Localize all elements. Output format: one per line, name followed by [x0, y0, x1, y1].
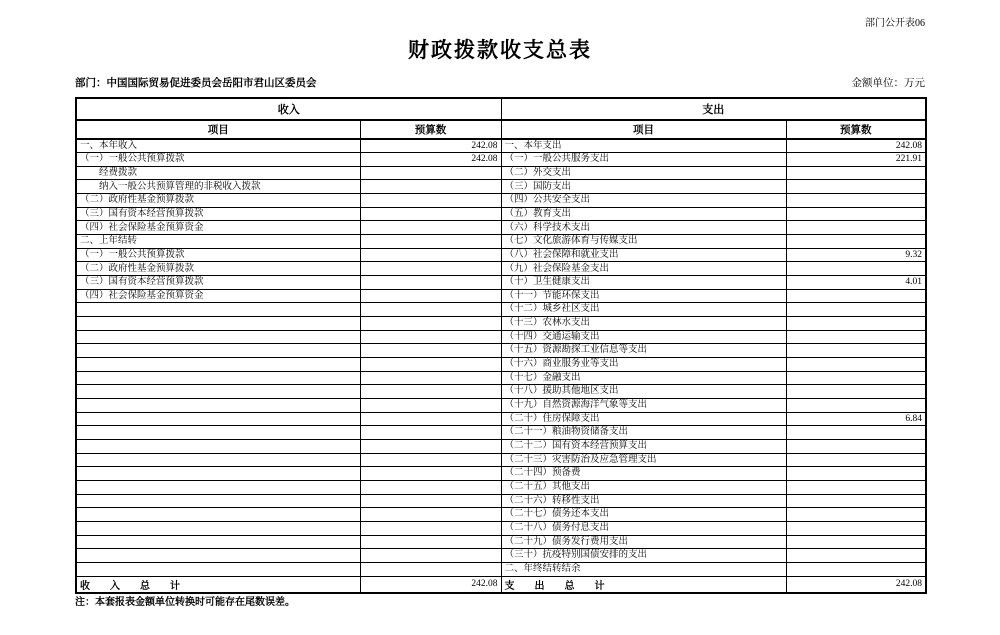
income-value-cell	[360, 412, 501, 426]
income-item-cell	[76, 412, 360, 426]
expense-value-cell	[786, 480, 926, 494]
income-value-cell	[360, 221, 501, 235]
expense-value-cell	[786, 262, 926, 276]
expense-value-cell: 4.01	[786, 276, 926, 290]
income-item-cell	[76, 549, 360, 563]
income-value-cell	[360, 453, 501, 467]
income-value-cell	[360, 194, 501, 208]
table-row	[76, 194, 926, 208]
income-item-cell: 二、上年结转	[76, 235, 360, 249]
expense-value-cell	[786, 398, 926, 412]
expense-value-cell	[786, 330, 926, 344]
expense-item-cell: （一）一般公共服务支出	[501, 153, 786, 167]
expense-value-cell	[786, 439, 926, 453]
meta-row	[75, 75, 925, 90]
income-value-cell: 242.08	[360, 153, 501, 167]
income-item-cell	[76, 494, 360, 508]
total-row	[76, 576, 926, 593]
expense-value-cell: 242.08	[786, 139, 926, 153]
table-row	[76, 330, 926, 344]
table-row	[76, 221, 926, 235]
expense-item-cell: （二十五）其他支出	[501, 480, 786, 494]
expense-item-cell: （二十九）债务发行费用支出	[501, 535, 786, 549]
table-row	[76, 494, 926, 508]
expense-value-cell	[786, 194, 926, 208]
expense-item-cell: （二十三）灾害防治及应急管理支出	[501, 453, 786, 467]
expense-value-cell	[786, 358, 926, 372]
expense-item-cell: （二十）住房保障支出	[501, 412, 786, 426]
income-value-cell	[360, 562, 501, 576]
expense-value-cell: 6.84	[786, 412, 926, 426]
income-item-cell: （四）社会保险基金预算资金	[76, 289, 360, 303]
expense-item-cell: （十七）金融支出	[501, 371, 786, 385]
expense-value-cell	[786, 371, 926, 385]
expense-item-cell: （十二）城乡社区支出	[501, 303, 786, 317]
income-value-cell	[360, 330, 501, 344]
column-header-row	[76, 120, 926, 139]
department-label: 部门：中国国际贸易促进委员会岳阳市君山区委员会	[75, 78, 317, 89]
expense-value-cell	[786, 562, 926, 576]
income-item-cell: （三）国有资本经营预算拨款	[76, 276, 360, 290]
income-value-cell	[360, 358, 501, 372]
page-title: 财政拨款收支总表	[408, 38, 592, 62]
expense-value-cell	[786, 521, 926, 535]
income-item-cell: （四）社会保险基金预算资金	[76, 221, 360, 235]
income-item-cell: （一）一般公共预算拨款	[76, 248, 360, 262]
expense-item-cell: （六）科学技术支出	[501, 221, 786, 235]
expense-item-cell: （十九）自然资源海洋气象等支出	[501, 398, 786, 412]
income-item-cell	[76, 330, 360, 344]
expense-item-cell: （十六）商业服务业等支出	[501, 358, 786, 372]
income-item-cell	[76, 358, 360, 372]
expense-item-column-header: 项目	[501, 120, 786, 139]
expense-item-cell: （十）卫生健康支出	[501, 276, 786, 290]
table-row	[76, 303, 926, 317]
expense-value-cell	[786, 235, 926, 249]
income-item-cell: （二）政府性基金预算拨款	[76, 262, 360, 276]
table-row	[76, 521, 926, 535]
table-row	[76, 562, 926, 576]
income-value-cell	[360, 166, 501, 180]
expense-item-cell: （二十八）债务付息支出	[501, 521, 786, 535]
expense-total-value: 242.08	[786, 576, 926, 593]
expense-item-cell: （八）社会保障和就业支出	[501, 248, 786, 262]
table-row	[76, 453, 926, 467]
unit-label: 金额单位：万元	[851, 78, 925, 89]
table-row	[76, 480, 926, 494]
expense-value-cell	[786, 426, 926, 440]
expense-item-cell: （二十四）预备费	[501, 467, 786, 481]
income-budget-column-header: 预算数	[360, 120, 501, 139]
expense-value-cell	[786, 289, 926, 303]
table-row	[76, 235, 926, 249]
table-row	[76, 467, 926, 481]
expense-value-cell: 221.91	[786, 153, 926, 167]
income-item-cell	[76, 521, 360, 535]
table-row	[76, 180, 926, 194]
expense-total-label: 支 出 总 计	[501, 576, 786, 593]
expense-value-cell	[786, 317, 926, 331]
income-item-cell	[76, 453, 360, 467]
expense-value-cell	[786, 385, 926, 399]
expense-value-cell	[786, 467, 926, 481]
table-row	[76, 426, 926, 440]
income-value-cell	[360, 508, 501, 522]
income-value-cell	[360, 235, 501, 249]
income-value-cell	[360, 303, 501, 317]
income-item-cell	[76, 535, 360, 549]
income-item-cell: 经费拨款	[76, 166, 360, 180]
income-total-value: 242.08	[360, 576, 501, 593]
expense-item-cell: （九）社会保险基金支出	[501, 262, 786, 276]
expense-value-cell	[786, 207, 926, 221]
income-value-cell	[360, 317, 501, 331]
expense-value-cell: 9.32	[786, 248, 926, 262]
income-item-cell	[76, 426, 360, 440]
income-item-cell: （二）政府性基金预算拨款	[76, 194, 360, 208]
expense-value-cell	[786, 535, 926, 549]
income-item-column-header: 项目	[76, 120, 360, 139]
expense-item-cell: （二十七）债务还本支出	[501, 508, 786, 522]
footnote: 注：本套报表金额单位转换时可能存在尾数误差。	[75, 597, 295, 608]
expense-item-cell: 二、年终结转结余	[501, 562, 786, 576]
income-item-cell	[76, 480, 360, 494]
income-value-cell	[360, 439, 501, 453]
table-row	[76, 166, 926, 180]
expense-value-cell	[786, 494, 926, 508]
income-item-cell	[76, 344, 360, 358]
expense-value-cell	[786, 508, 926, 522]
expense-value-cell	[786, 453, 926, 467]
table-row	[76, 289, 926, 303]
income-item-cell: 一、本年收入	[76, 139, 360, 153]
table-row	[76, 317, 926, 331]
table-row	[76, 262, 926, 276]
income-item-cell	[76, 385, 360, 399]
income-item-cell	[76, 467, 360, 481]
income-value-cell	[360, 248, 501, 262]
income-item-cell	[76, 317, 360, 331]
income-item-cell: 纳入一般公共预算管理的非税收入拨款	[76, 180, 360, 194]
expense-item-cell: （二十二）国有资本经营预算支出	[501, 439, 786, 453]
income-value-cell	[360, 467, 501, 481]
expense-value-cell	[786, 180, 926, 194]
expense-item-cell: （十四）交通运输支出	[501, 330, 786, 344]
income-value-cell	[360, 480, 501, 494]
income-item-cell: （一）一般公共预算拨款	[76, 153, 360, 167]
expense-item-cell: （五）教育支出	[501, 207, 786, 221]
expense-section-header: 支出	[501, 98, 926, 120]
expense-value-cell	[786, 344, 926, 358]
table-row	[76, 439, 926, 453]
expense-item-cell: （十三）农林水支出	[501, 317, 786, 331]
table-row	[76, 139, 926, 153]
expense-item-cell: （十五）资源勘探工业信息等支出	[501, 344, 786, 358]
income-item-cell	[76, 303, 360, 317]
income-item-cell	[76, 439, 360, 453]
income-total-label: 收 入 总 计	[76, 576, 360, 593]
expense-item-cell: （十一）节能环保支出	[501, 289, 786, 303]
expense-value-cell	[786, 303, 926, 317]
income-item-cell: （三）国有资本经营预算拨款	[76, 207, 360, 221]
income-value-cell	[360, 289, 501, 303]
table-row	[76, 398, 926, 412]
income-value-cell	[360, 426, 501, 440]
income-item-cell	[76, 371, 360, 385]
expense-budget-column-header: 预算数	[786, 120, 926, 139]
income-value-cell	[360, 180, 501, 194]
table-row	[76, 207, 926, 221]
income-value-cell	[360, 521, 501, 535]
income-value-cell	[360, 207, 501, 221]
income-value-cell	[360, 276, 501, 290]
income-value-cell	[360, 494, 501, 508]
expense-item-cell: （十八）援助其他地区支出	[501, 385, 786, 399]
table-row	[76, 358, 926, 372]
expense-value-cell	[786, 166, 926, 180]
income-item-cell	[76, 562, 360, 576]
table-row	[76, 344, 926, 358]
budget-table	[75, 97, 927, 594]
table-row	[76, 371, 926, 385]
table-row	[76, 535, 926, 549]
expense-item-cell: （四）公共安全支出	[501, 194, 786, 208]
income-value-cell	[360, 549, 501, 563]
expense-item-cell: 一、本年支出	[501, 139, 786, 153]
income-value-cell	[360, 535, 501, 549]
expense-item-cell: （三）国防支出	[501, 180, 786, 194]
expense-value-cell	[786, 221, 926, 235]
expense-item-cell: （二十一）粮油物资储备支出	[501, 426, 786, 440]
section-header-row	[76, 98, 926, 120]
income-value-cell	[360, 344, 501, 358]
income-value-cell	[360, 371, 501, 385]
table-row	[76, 549, 926, 563]
income-item-cell	[76, 398, 360, 412]
table-row	[76, 276, 926, 290]
income-item-cell	[76, 508, 360, 522]
income-value-cell	[360, 262, 501, 276]
income-value-cell	[360, 385, 501, 399]
table-row	[76, 508, 926, 522]
expense-item-cell: （二十六）转移性支出	[501, 494, 786, 508]
income-section-header: 收入	[76, 98, 501, 120]
table-row	[76, 412, 926, 426]
expense-item-cell: （二）外交支出	[501, 166, 786, 180]
expense-item-cell: （七）文化旅游体育与传媒支出	[501, 235, 786, 249]
corner-label: 部门公开表06	[865, 18, 925, 29]
table-row	[76, 153, 926, 167]
table-row	[76, 385, 926, 399]
expense-item-cell: （三十）抗疫特别国债安排的支出	[501, 549, 786, 563]
table-row	[76, 248, 926, 262]
income-value-cell	[360, 398, 501, 412]
expense-value-cell	[786, 549, 926, 563]
income-value-cell: 242.08	[360, 139, 501, 153]
